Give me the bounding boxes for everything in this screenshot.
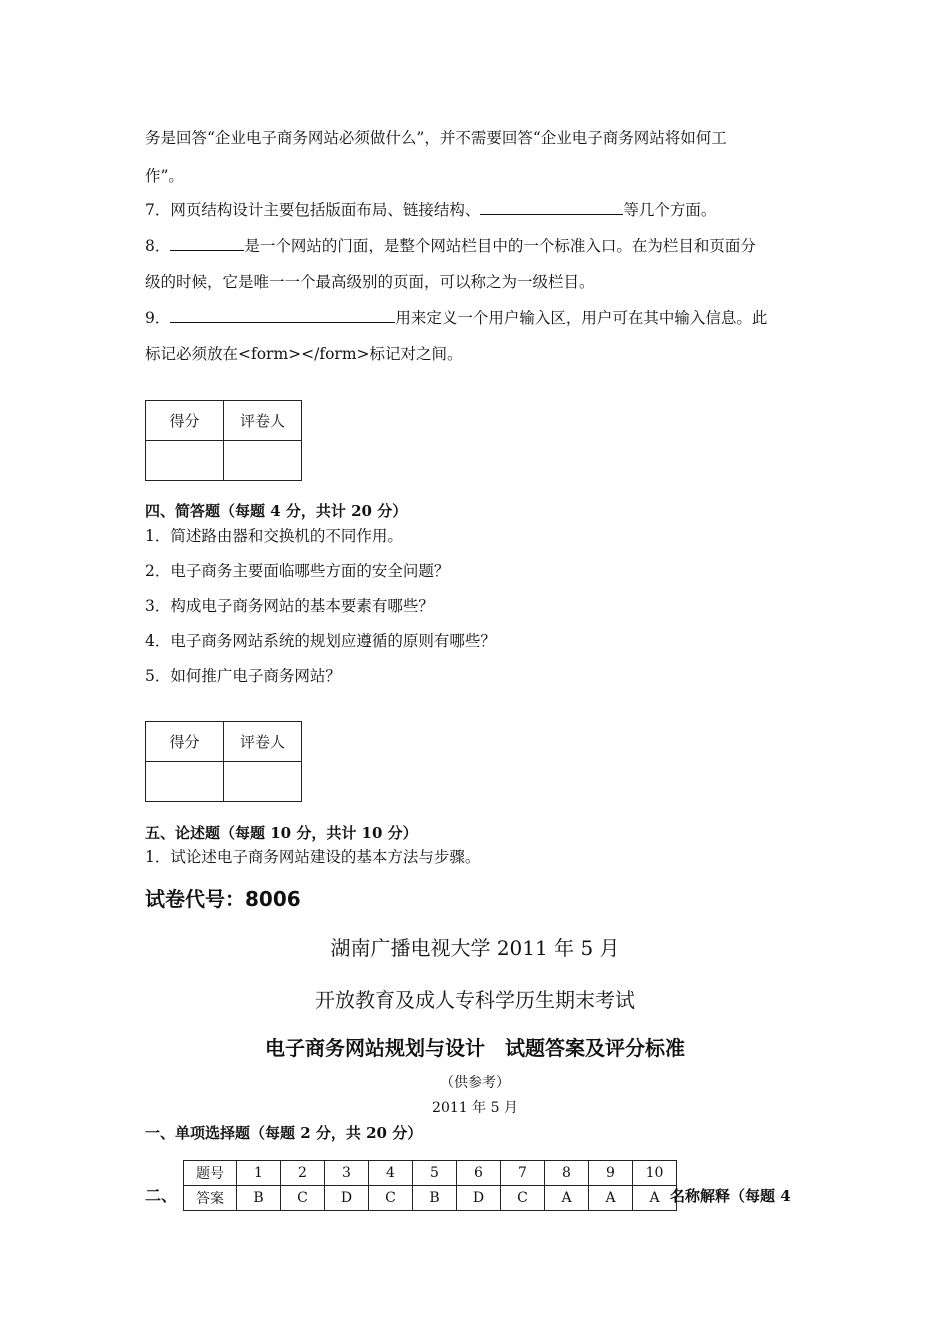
answer-blank — [480, 200, 623, 215]
question-number-cell: 3 — [325, 1161, 369, 1186]
answer-date: 2011 年 5 月 — [432, 1100, 518, 1116]
question-8-number: 8． — [145, 237, 171, 255]
question-number-cell: 1 — [237, 1161, 281, 1186]
section-4-item: 3．构成电子商务网站的基本要素有哪些？ — [145, 597, 434, 615]
row-label-question: 题号 — [184, 1161, 237, 1186]
answer-table — [183, 1160, 677, 1211]
section-4-item: 4．电子商务网站系统的规划应遵循的原则有哪些？ — [145, 632, 496, 650]
exam-line: 开放教育及成人专科学历生期末考试 — [315, 988, 635, 1012]
question-9-text: 用来定义一个用户输入区，用户可在其中输入信息。此 — [395, 309, 768, 327]
section-2-prefix: 二、 — [145, 1186, 178, 1205]
answer-cell: A — [545, 1186, 589, 1211]
section-5-item: 1．试论述电子商务网站建设的基本方法与步骤。 — [145, 848, 481, 866]
score-label: 得分 — [146, 722, 224, 762]
question-number-cell: 6 — [457, 1161, 501, 1186]
question-number-cell: 10 — [633, 1161, 677, 1186]
answer-cell: B — [237, 1186, 281, 1211]
score-table — [145, 400, 302, 481]
question-number-cell: 7 — [501, 1161, 545, 1186]
grader-cell — [224, 762, 302, 802]
section-4-item: 1．简述路由器和交换机的不同作用。 — [145, 527, 403, 545]
question-8-continuation: 级的时候，它是唯一一个最高级别的页面，可以称之为一级栏目。 — [145, 273, 595, 291]
paragraph-continuation-end: 作”。 — [145, 167, 184, 185]
answer-cell: D — [457, 1186, 501, 1211]
question-number-cell: 9 — [589, 1161, 633, 1186]
question-7-text: 7．网页结构设计主要包括版面布局、链接结构、 — [145, 201, 481, 219]
question-9 — [145, 308, 805, 328]
answer-cell: C — [369, 1186, 413, 1211]
score-cell — [146, 762, 224, 802]
section-1-heading: 一、单项选择题（每题 2 分，共 20 分） — [145, 1124, 423, 1142]
question-number-cell: 4 — [369, 1161, 413, 1186]
section-2-heading-tail: 名称解释（每题 4 — [670, 1187, 791, 1205]
row-label-answer: 答案 — [184, 1186, 237, 1211]
paper-code: 试卷代号：8006 — [145, 887, 301, 911]
answer-cell: D — [325, 1186, 369, 1211]
question-number-cell: 8 — [545, 1161, 589, 1186]
question-9-continuation: 标记必须放在<form></form>标记对之间。 — [145, 345, 463, 363]
question-number-cell: 2 — [281, 1161, 325, 1186]
answer-cell: C — [281, 1186, 325, 1211]
answer-blank — [170, 308, 395, 323]
reference-note: （供参考） — [440, 1075, 510, 1091]
grader-label: 评卷人 — [224, 722, 302, 762]
score-label: 得分 — [146, 401, 224, 441]
paragraph-continuation: 务是回答“企业电子商务网站必须做什么”，并不需要回答“企业电子商务网站将如何工 — [145, 129, 727, 147]
section-4-heading: 四、简答题（每题 4 分，共计 20 分） — [145, 502, 408, 520]
answer-cell: A — [633, 1186, 677, 1211]
score-cell — [146, 441, 224, 481]
question-7 — [145, 200, 805, 220]
university-line: 湖南广播电视大学 2011 年 5 月 — [330, 936, 620, 960]
answer-cell: A — [589, 1186, 633, 1211]
question-9-number: 9． — [145, 309, 171, 327]
answer-cell: C — [501, 1186, 545, 1211]
section-5-heading: 五、论述题（每题 10 分，共计 10 分） — [145, 824, 418, 842]
grader-label: 评卷人 — [224, 401, 302, 441]
grader-cell — [224, 441, 302, 481]
question-number-cell: 5 — [413, 1161, 457, 1186]
score-table — [145, 721, 302, 802]
answer-key-title: 电子商务网站规划与设计 试题答案及评分标准 — [265, 1036, 685, 1060]
question-7-tail: 等几个方面。 — [623, 201, 717, 219]
section-4-item: 2．电子商务主要面临哪些方面的安全问题？ — [145, 562, 450, 580]
section-4-item: 5．如何推广电子商务网站？ — [145, 667, 341, 685]
answer-blank — [170, 236, 244, 251]
answer-cell: B — [413, 1186, 457, 1211]
question-8-text: 是一个网站的门面，是整个网站栏目中的一个标准入口。在为栏目和页面分 — [244, 237, 756, 255]
question-8 — [145, 236, 805, 256]
